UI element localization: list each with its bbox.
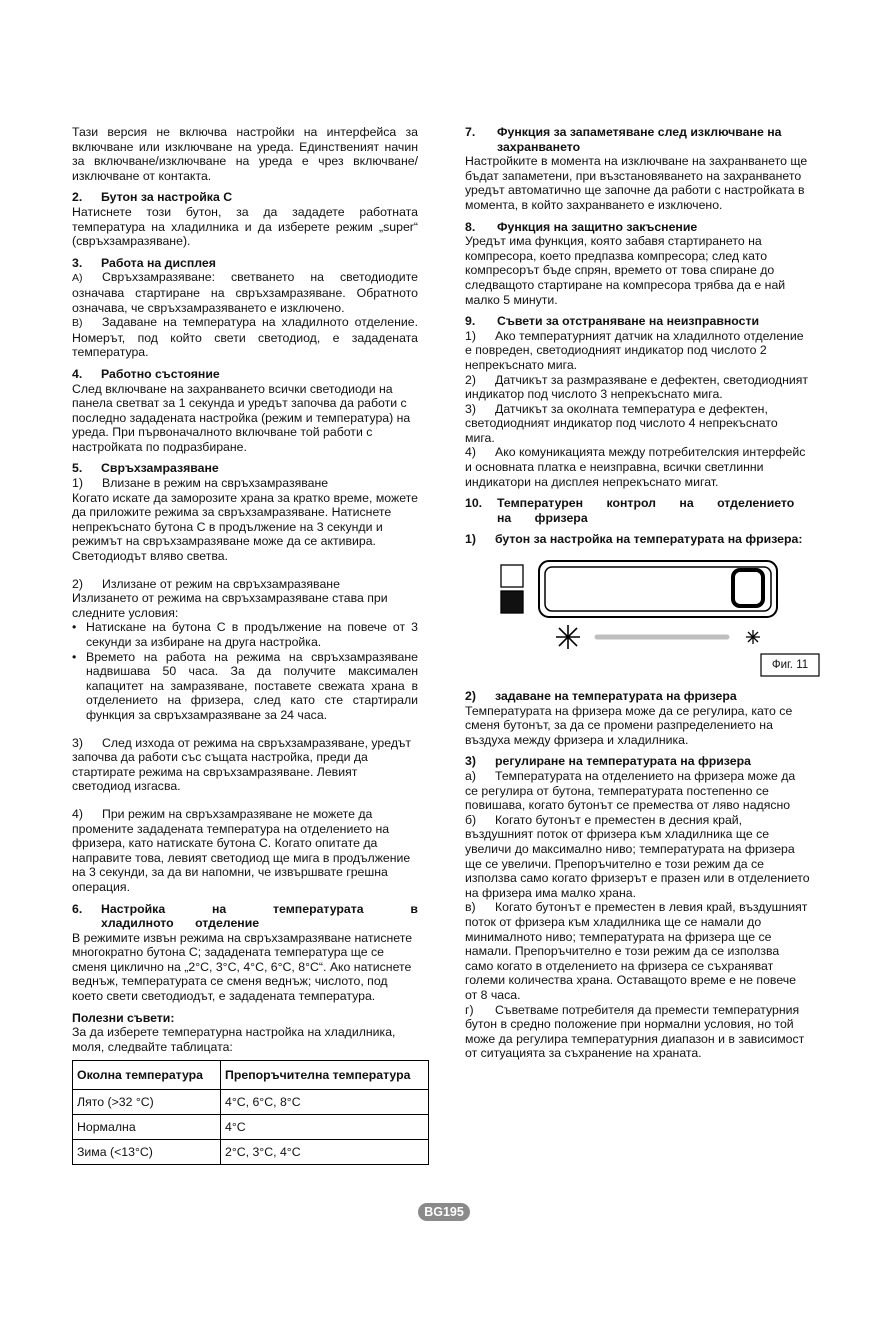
section-10-sub2-text: Температурата на фризера може да се регулира, като се сменя бутонът, за да се промени разпределението на въздуха между фризера и хладилника. xyxy=(465,703,793,747)
table-cell: Нормална xyxy=(73,1115,221,1140)
list-item: б) Когато бутонът е преместен в десния край, въздушният поток от фризера към хладилника ще се увеличи до максимално ниво; температурата на фризера ще се увеличи. Препоръчително е този режим да се използва само когато фризерът е празен или в отделението на фризера има малко храна. xyxy=(465,812,810,900)
section-5-sub2-text: Излизането от режима на свръхзамразяване става при следните условия: xyxy=(72,591,388,620)
section-2-text: Натиснете този бутон, за да зададете работната температура на хладилника и да изберете режим „super“ (свръхзамразяване). xyxy=(72,204,418,249)
tips-title: Полезни съвети: xyxy=(72,1010,175,1025)
right-column xyxy=(465,125,810,1061)
section-3-heading: 3. Работа на дисплея xyxy=(72,255,216,270)
table-row xyxy=(73,1140,429,1165)
table-row xyxy=(73,1115,429,1140)
list-item: 3) Датчикът за околната температура е дефектен, светодиодният индикатор под числото 4 непрекъснато мига. xyxy=(465,401,778,445)
section-7-heading: 7. Функция за запаметяване след изключване на захранването xyxy=(465,125,782,154)
table-header-row xyxy=(73,1061,429,1090)
table-row xyxy=(73,1090,429,1115)
section-10-sub2: 2) задаване на температурата на фризера xyxy=(465,689,737,704)
table-header: Околна температура xyxy=(73,1061,221,1090)
table-cell: 2°C, 3°C, 4°C xyxy=(221,1140,429,1165)
table-cell: Зима (<13°C) xyxy=(73,1140,221,1165)
table-cell: 4°C xyxy=(221,1115,429,1140)
control-panel-figure xyxy=(465,557,810,689)
section-10-heading: 10. Температурен контрол на отделението на фризера xyxy=(465,496,795,525)
tips-text: За да изберете температурна настройка на хладилника, моля, следвайте таблицата: xyxy=(72,1025,396,1054)
figure-label: Фиг. 11 xyxy=(771,659,809,672)
section-4-heading: 4. Работно състояние xyxy=(72,366,220,381)
section-5-bullets xyxy=(72,620,418,722)
list-item: 1) Ако температурният датчик на хладилното отделение е повреден, светодиодният индикатор под числото 2 непрекъснато мига. xyxy=(465,328,804,372)
section-10-sub1: 1) бутон за настройка на температурата на фризера: xyxy=(465,532,803,547)
section-8-text: Уредът има функция, която забавя стартирането на компресора, което предпазва компресора; след като компресорът бъде спрян, времето от това спиране до следващото стартиране на компресора трябва да е най малко 5 минути. xyxy=(465,234,786,307)
table-cell: Лято (>32 °C) xyxy=(73,1090,221,1115)
table-header: Препоръчителна температура xyxy=(221,1061,429,1090)
table-cell: 4°C, 6°C, 8°C xyxy=(221,1090,429,1115)
snowflake-large-icon xyxy=(556,625,580,649)
page-number-badge: BG195 xyxy=(418,1203,470,1221)
list-item: в) Когато бутонът е преместен в левия край, въздушният поток от фризера към хладилника ще се намали до минималното ниво; температурата на фризера ще се намали. Препоръчително е този режим да се използва само когато в отделението на фризера се съхраняват големи количества храна. Оставащото време е не повече от 8 часа. xyxy=(465,900,808,1002)
list-item: 4) Ако комуникацията между потребителския интерфейс и основната платка е неизправна, всички светлинни индикатори на дисплея непрекъснато мигат. xyxy=(465,445,806,489)
section-5-sub3: 3) След изхода от режима на свръхзамразяване, уредът започва да работи със същата настройка, преди да стартирате режима на свръхзамразяване. Левият светодиод изгасва. xyxy=(72,735,412,794)
list-item: 2) Датчикът за размразяване е дефектен, светодиодният индикатор под числото 3 непрекъснато мига. xyxy=(465,372,809,402)
section-5-sub4: 4) При режим на свръхзамразяване не можете да промените зададената температура на отделението на фризера, като натискате бутона С. Когато опитате да направите това, левият светодиод ще мига в продължение на 3 секунди, за да ви напомни, че извършвате грешна операция. xyxy=(72,806,411,894)
section-4-text: След включване на захранването всички светодиоди на панела светват за 1 секунда и уредът започва да работи с последно зададената настройка (режим и температура) на уреда. При първоначалното включване той работи с настройката по подразбиране. xyxy=(72,381,411,454)
section-6-heading: 6. Настройка на температурата в хладилното отделение xyxy=(72,901,418,931)
led-off-indicator xyxy=(501,565,523,587)
section-6-text: В режимите извън режима на свръхзамразяване натиснете многократно бутона С; зададената температура ще се сменя циклично на „2°C, 3°C, 4°C, 6°C, 8°C“. Ако натиснете веднъж, температурата се сменя веднъж; числото, под което свети светодиодът, е зададената температура. xyxy=(72,930,413,1004)
section-8-heading: 8. Функция на защитно закъснение xyxy=(465,219,698,234)
snowflake-small-icon xyxy=(746,630,760,644)
led-on-indicator xyxy=(501,591,523,613)
section-7-text: Настройките в момента на изключване на захранването ще бъдат запаметени, при възстановяването на захранването уредът автоматично ще започне да работи с настройката в момента, в който захранването е изключено. xyxy=(465,154,808,212)
list-item: а) Температурата на отделението на фризера може да се регулира от бутона, температурата постепенно се повишава, когато бутонът се премества от ляво надясно xyxy=(465,769,796,813)
list-item: • Натискане на бутона С в продължение на повече от 3 секунди за избиране на друга настройка. xyxy=(72,620,418,649)
section-9-heading: 9. Съвети за отстраняване на неизправности xyxy=(465,314,760,329)
section-3-b: B) Задаване на температура на хладилното отделение. Номерът, под който свети светодиод, е зададената температура. xyxy=(72,315,418,360)
section-2-heading: 2. Бутон за настройка С xyxy=(72,190,233,205)
list-item: г) Съветваме потребителя да премести температурния бутон в средно положение при нормални условия, но той може да регулира температурния диапазон и в зависимост от ситуацията за съхранение на храната. xyxy=(465,1002,805,1061)
temperature-table xyxy=(72,1060,429,1165)
section-3-a: A) Свръхзамразяване: светването на светодиодите означава стартиране на свръхзамразяване. Обратното означава, че свръхзамразяването е изключено. xyxy=(72,270,418,315)
section-5-heading: 5. Свръхзамразяване xyxy=(72,461,219,476)
list-item: • Времето на работа на режима на свръхзамразяване надвишава 50 часа. За да получите максимален капацитет на замразяване, поставете свежата храна в отделението на фризера, след като сте стартирали функция за свръхзамразяване за 24 часа. xyxy=(72,649,418,722)
intro-text: Тази версия не включва настройки на интерфейса за включване или изключване на уреда. Единственият начин за включване/изключване на уреда е чрез включване/изключване от контакта. xyxy=(72,125,418,183)
section-5-sub1-text: Когато искате да заморозите храна за кратко време, можете да приложите режима за свръхзамразяване. Натиснете непрекъснато бутона С в продължение на 3 секунди и режимът на свръхзамразяване може да се активира. Светодиодът вляво светва. xyxy=(72,490,418,564)
left-column xyxy=(72,125,418,1165)
section-5-sub2: 2) Излизане от режим на свръхзамразяване xyxy=(72,576,340,591)
section-5-sub1: 1) Влизане в режим на свръхзамразяване xyxy=(72,476,329,491)
section-10-sub3: 3) регулиране на температурата на фризера xyxy=(465,754,751,769)
